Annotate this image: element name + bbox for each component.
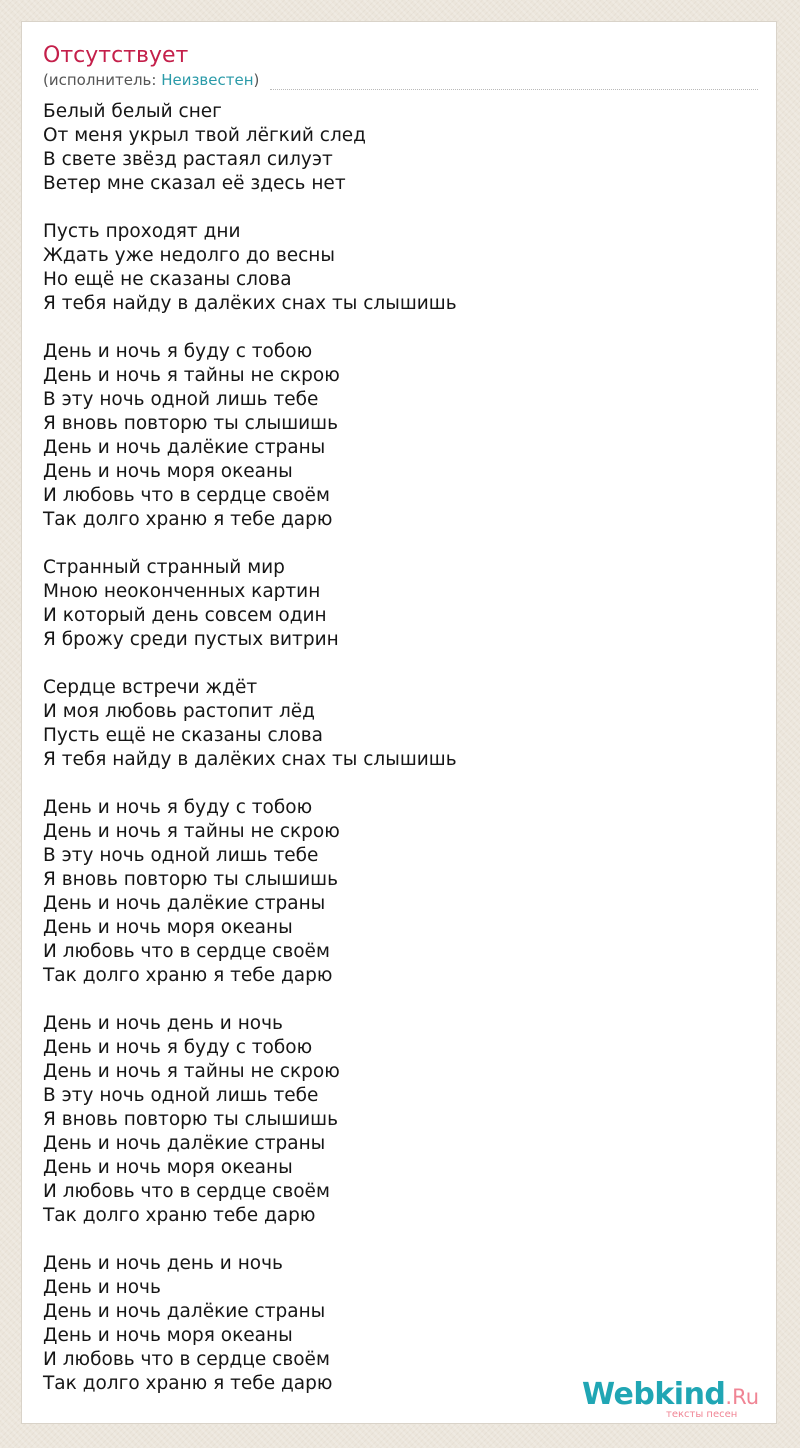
webkind-logo[interactable] [582,1377,782,1425]
artist-line [43,71,259,89]
logo-tld: .Ru [725,1385,760,1409]
logo-name: Webkind [582,1377,726,1412]
artist-link[interactable]: Неизвестен [161,71,254,89]
title-separator [270,89,758,90]
logo-tagline: тексты песен [666,1409,738,1420]
lyrics-text: Белый белый снег От меня укрыл твой лёгкий след В свете звёзд растаял силуэт Ветер мне сказал её здесь нет Пусть проходят дни Ждать уже недолго до весны Но ещё не сказаны слова Я тебя найду в далёких снах ты слышишь День и ночь я буду с тобою День и ночь я тайны не скрою В эту ночь одной лишь тебе Я вновь повторю ты слышишь День и ночь далёкие страны День и ночь моря океаны И любовь что в сердце своём Так долго храню я тебе дарю Странный странный мир Мною неоконченных картин И который день совсем один Я брожу среди пустых витрин Сердце встречи ждёт И моя любовь растопит лёд Пусть ещё не сказаны слова Я тебя найду в далёких снах ты слышишь День и ночь я буду с тобою День и ночь я тайны не скрою В эту ночь одной лишь тебе Я вновь повторю ты слышишь День и ночь далёкие страны День и ночь моря океаны И любовь что в сердце своём Так долго храню я тебе дарю День и ночь день и ночь День и ночь я буду с тобою День и ночь я тайны не скрою В эту ночь одной лишь тебе Я вновь повторю ты слышишь День и ночь далёкие страны День и ночь моря океаны И любовь что в сердце своём Так долго храню тебе дарю День и ночь день и ночь День и ночь День и ночь далёкие страны День и ночь моря океаны И любовь что в сердце своём Так долго храню я тебе дарю [43,101,457,1394]
lyrics-card [21,21,777,1424]
artist-suffix: ) [253,71,260,89]
song-title: Отсутствует [43,43,189,68]
artist-prefix: (исполнитель: [43,71,162,89]
